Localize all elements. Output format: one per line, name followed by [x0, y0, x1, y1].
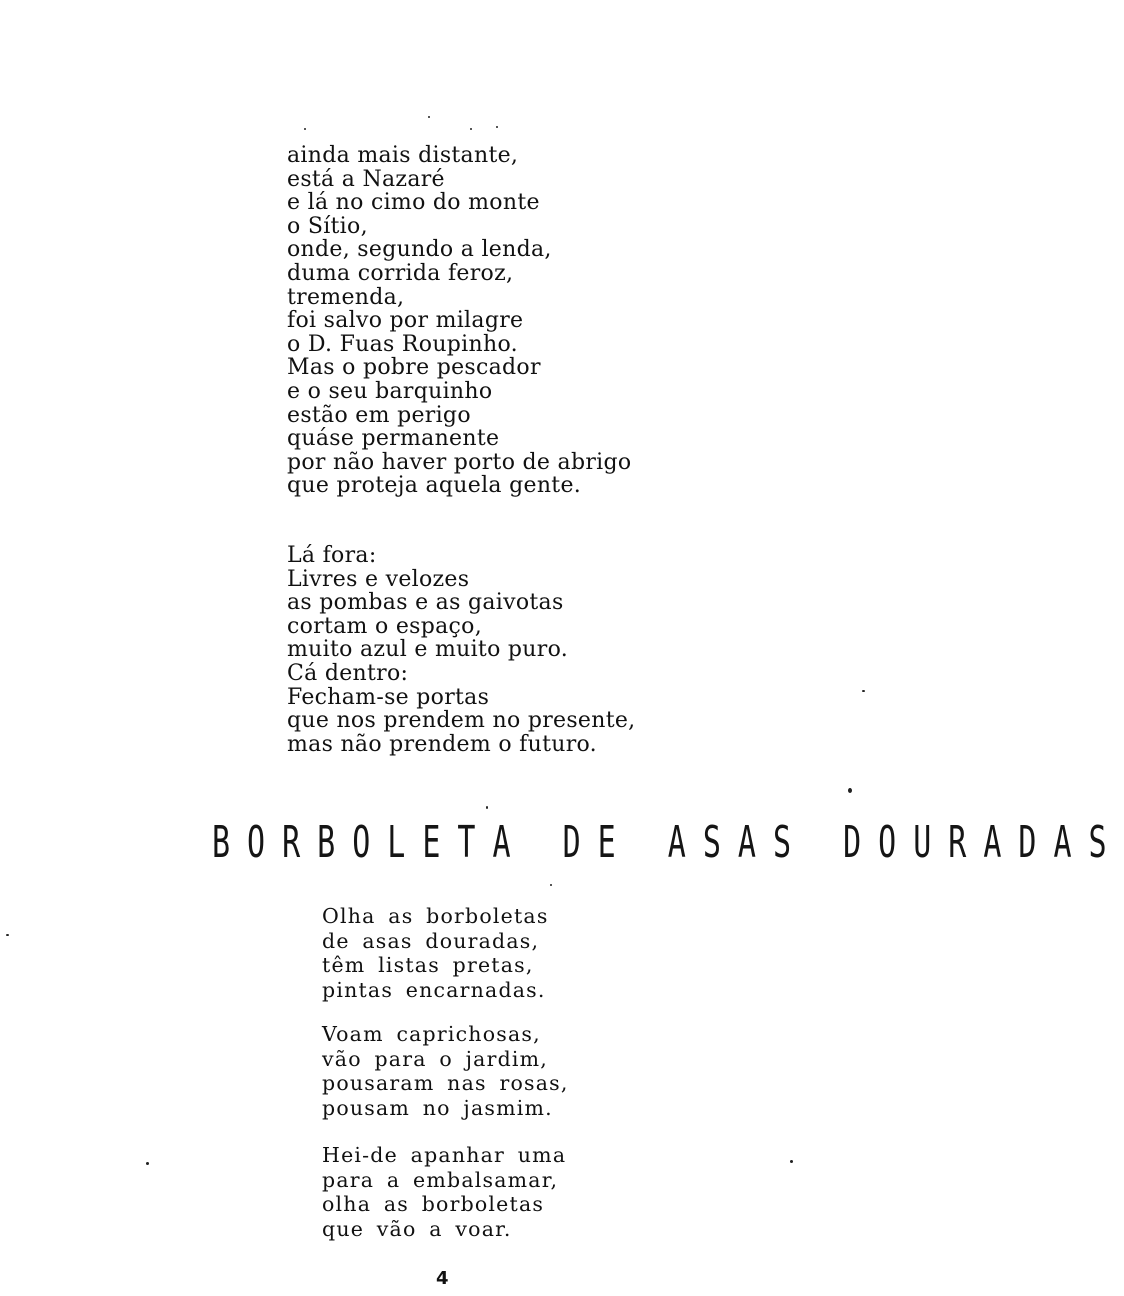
page-number: 4: [436, 1268, 449, 1289]
verse-line: que nos prendem no presente,: [287, 708, 636, 734]
scan-speck: [790, 1160, 793, 1163]
verse-line: ainda mais distante,: [287, 143, 519, 168]
verse-line: Fecham-se portas: [287, 684, 490, 710]
verse-line: e o seu barquinho: [287, 378, 493, 404]
verse-line: Mas o pobre pescador: [287, 355, 541, 381]
verse-line: duma corrida feroz,: [287, 260, 514, 286]
verse-line: e lá no cimo do monte: [287, 190, 540, 216]
verse-line: pousam no jasmim.: [322, 1095, 553, 1120]
verse-line: foi salvo por milagre: [287, 308, 524, 334]
stanza: [287, 144, 631, 498]
scan-speck: [470, 128, 472, 130]
verse-line: por não haver porto de abrigo: [287, 449, 632, 475]
verse-line: pintas encarnadas.: [322, 977, 546, 1002]
verse-line: muito azul e muito puro.: [287, 637, 569, 663]
verse-line: Hei-de apanhar uma: [322, 1143, 567, 1167]
scan-speck: [428, 116, 430, 118]
stanza: [322, 1022, 569, 1120]
verse-line: cortam o espaço,: [287, 613, 483, 639]
verse-line: o Sítio,: [287, 213, 368, 239]
poem-title: BORBOLETA DE ASAS DOURADAS: [212, 818, 1124, 869]
scan-speck: [304, 128, 306, 130]
verse-line: tremenda,: [287, 284, 405, 310]
stanza: [322, 1143, 566, 1241]
verse-line: onde, segundo a lenda,: [287, 237, 552, 263]
verse-line: está a Nazaré: [287, 166, 445, 192]
verse-line: Lá fora:: [287, 543, 377, 568]
scan-speck: [6, 934, 9, 936]
verse-line: as pombas e as gaivotas: [287, 590, 564, 616]
scan-speck: [146, 1162, 149, 1165]
verse-line: o D. Fuas Roupinho.: [287, 331, 518, 357]
scan-speck: [486, 806, 488, 809]
scan-speck: [496, 126, 498, 128]
verse-line: olha as borboletas: [322, 1192, 545, 1216]
verse-line: Cá dentro:: [287, 660, 409, 686]
scan-speck: [550, 884, 552, 886]
verse-line: mas não prendem o futuro.: [287, 731, 597, 757]
verse-line: Voam caprichosas,: [322, 1022, 541, 1046]
verse-line: que proteja aquela gente.: [287, 473, 582, 499]
stanza: [287, 544, 635, 756]
scan-speck: [848, 788, 852, 793]
verse-line: estão em perigo: [287, 402, 471, 428]
scan-speck: [862, 690, 865, 692]
verse-line: quáse permanente: [287, 426, 500, 452]
verse-line: têm listas pretas,: [322, 953, 534, 977]
verse-line: Livres e velozes: [287, 566, 470, 592]
verse-line: Olha as borboletas: [322, 904, 549, 928]
verse-line: que vão a voar.: [322, 1216, 512, 1241]
verse-line: pousaram nas rosas,: [322, 1071, 569, 1095]
verse-line: para a embalsamar,: [322, 1167, 559, 1192]
verse-line: vão para o jardim,: [322, 1046, 549, 1071]
stanza: [322, 904, 549, 1002]
verse-line: de asas douradas,: [322, 928, 540, 953]
